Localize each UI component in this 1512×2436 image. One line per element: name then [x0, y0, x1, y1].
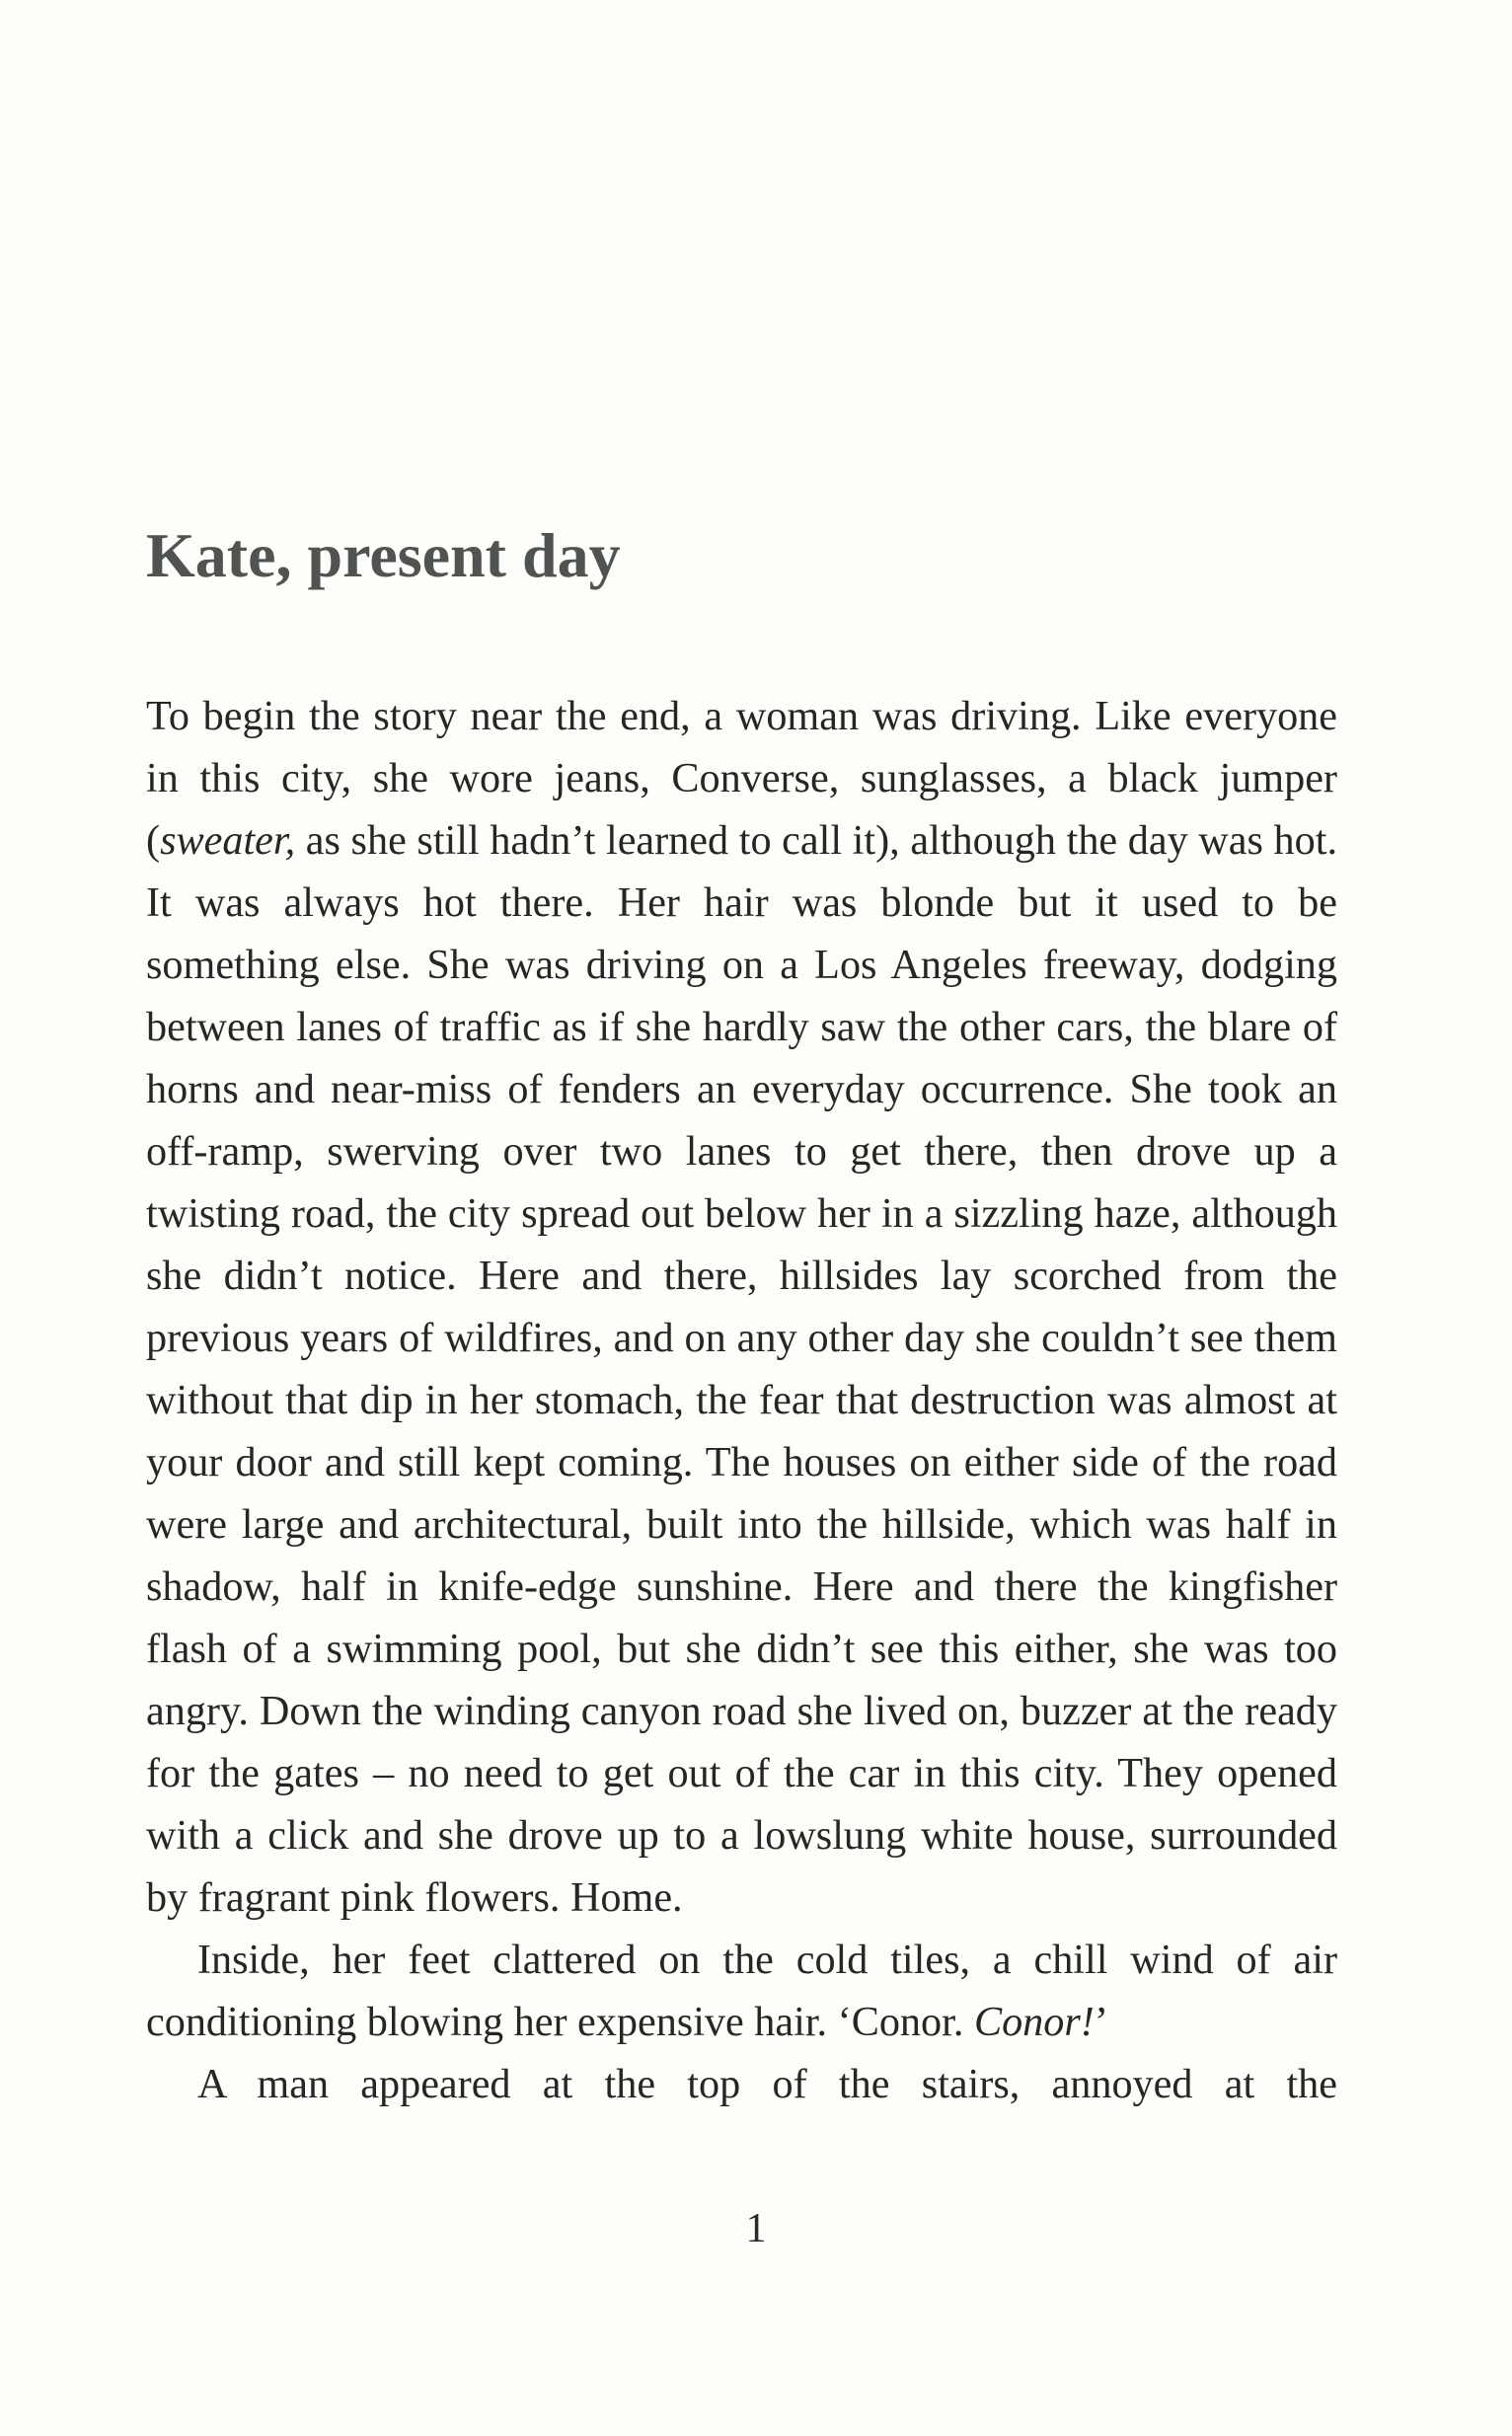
paragraph-1-text-a: To begin the story near the end, a woman was driving. Like everyone in this city, she wore jeans, Converse, sunglasses, a black jumper (	[146, 693, 1337, 865]
book-page	[146, 521, 1337, 2115]
paragraph-1-italic-sweater: sweater,	[160, 817, 296, 865]
chapter-body	[146, 685, 1337, 2115]
paragraph-2	[146, 1929, 1337, 2053]
paragraph-1-text-b: as she still hadn’t learned to call it), although the day was hot. It was always hot there. Her hair was blonde but it used to be something else. She was driving on a Los Angeles freeway, dodging between lanes of traffic as if she hardly saw the other cars, the blare of horns and near-miss of fenders an everyday occurrence. She took an off-ramp, swerving over two lanes to get there, then drove up a twisting road, the city spread out below her in a sizzling haze, although she didn’t notice. Here and there, hillsides lay scorched from the previous years of wildfires, and on any other day she couldn’t see them without that dip in her stomach, the fear that destruction was almost at your door and still kept coming. The houses on either side of the road were large and architectural, built into the hillside, which was half in shadow, half in knife-edge sunshine. Here and there the kingfisher flash of a swimming pool, but she didn’t see this either, she was too angry. Down the winding canyon road she lived on, buzzer at the ready for the gates – no need to get out of the car in this city. They opened with a click and she drove up to a lowslung white house, surrounded by fragrant pink flowers. Home.	[146, 817, 1337, 1922]
paragraph-2-italic-conor: Conor!	[973, 1999, 1095, 2046]
paragraph-3	[146, 2053, 1337, 2115]
page-number: 1	[745, 2206, 767, 2251]
paragraph-2-text-a: Inside, her feet clattered on the cold tiles, a chill wind of air conditioning blowing her expensive hair. ‘Conor.	[146, 1937, 1337, 2046]
paragraph-3-text: A man appeared at the top of the stairs, annoyed at the	[197, 2061, 1337, 2108]
paragraph-1	[146, 685, 1337, 1929]
chapter-title: Kate, present day	[146, 520, 621, 590]
paragraph-2-text-b: ’	[1094, 1999, 1108, 2046]
